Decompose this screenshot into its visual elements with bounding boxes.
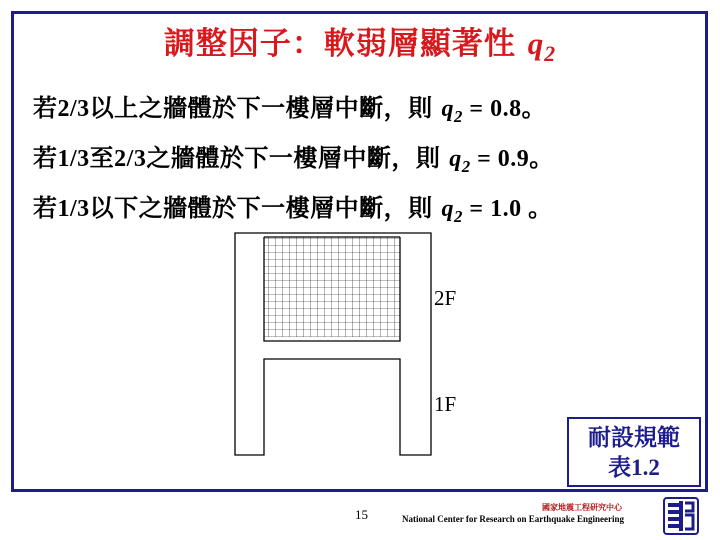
wall-infill-2f xyxy=(264,237,400,337)
page-number: 15 xyxy=(355,507,368,522)
label-1f: 1F xyxy=(434,392,457,416)
rule-line-3: 若1/3以下之牆體於下一樓層中斷，則 $q_2 = 1.0$ 。 xyxy=(33,193,553,226)
ncree-logo-icon xyxy=(663,497,699,535)
label-2f: 2F xyxy=(434,286,457,310)
title-variable: $q_2$ xyxy=(527,26,557,67)
frame-diagram xyxy=(233,231,433,456)
rule-line-1: 若2/3以上之牆體於下一樓層中斷，則 $q_2 = 0.8$。 xyxy=(33,93,547,126)
org-name-chinese: 國家地震工程研究中心 xyxy=(542,502,622,512)
reference-line-1: 耐設規範 xyxy=(588,424,680,451)
org-name-english: National Center for Research on Earthquake Engineering xyxy=(402,514,624,524)
rule-line-2: 若1/3至2/3之牆體於下一樓層中斷，則 $q_2 = 0.9$。 xyxy=(33,143,554,176)
reference-line-2: 表1.2 xyxy=(608,454,660,481)
slide-title xyxy=(0,18,720,67)
code-reference-box xyxy=(567,417,701,487)
title-text: 調整因子：軟弱層顯著性 xyxy=(163,26,528,62)
